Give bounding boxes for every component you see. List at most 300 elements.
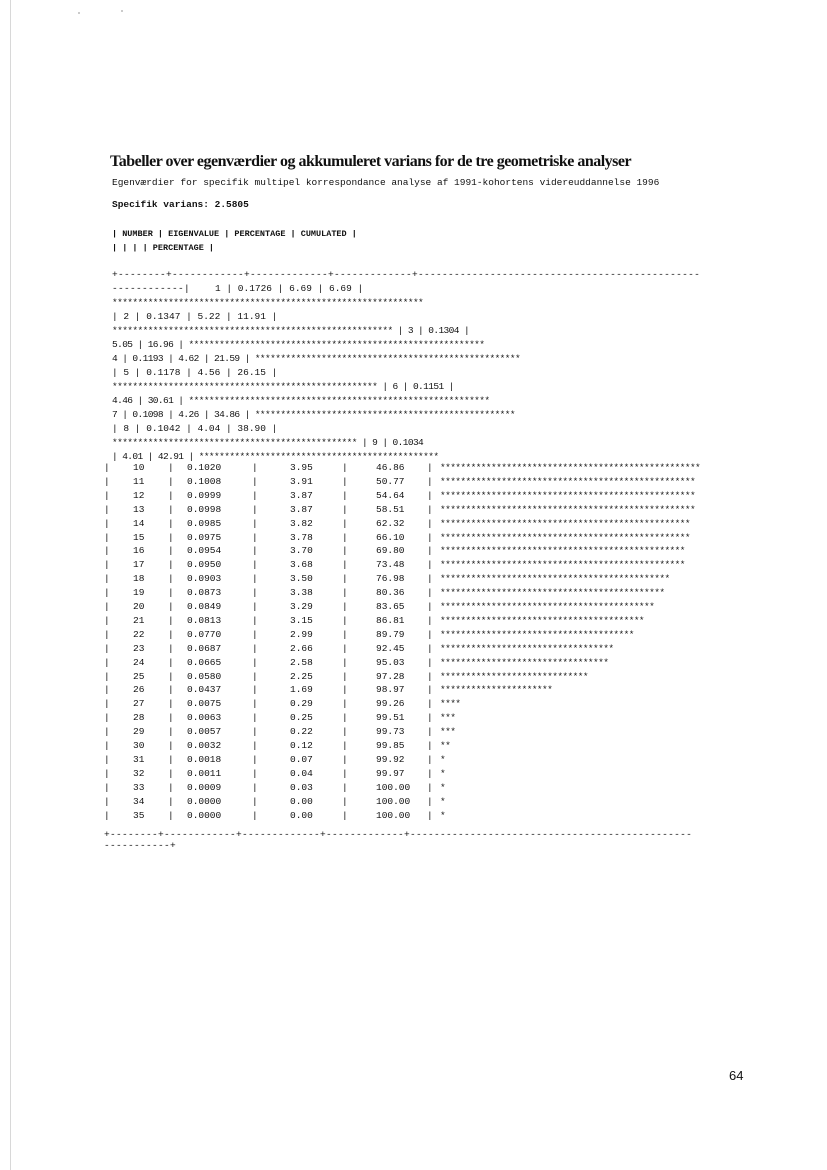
row-cumulated-percentage: 100.00 xyxy=(376,809,411,821)
scan-edge-line xyxy=(10,0,11,1170)
wrapped-line: | 2 | 0.1347 | 5.22 | 11.91 | xyxy=(112,311,278,322)
row-percentage: 0.29 xyxy=(290,698,313,710)
table-rule-bottom-continuation: -----------+ xyxy=(104,840,177,851)
column-separator: | xyxy=(168,781,174,793)
row-eigenvalue: 0.0437 xyxy=(187,684,222,696)
column-separator: | xyxy=(252,684,258,696)
row-eigenvalue: 0.0009 xyxy=(187,781,222,793)
row-cumulated-percentage: 99.85 xyxy=(376,740,405,751)
table-row xyxy=(104,643,754,657)
row-number: 18 xyxy=(133,573,145,585)
row-cumulated-percentage: 97.28 xyxy=(376,670,405,682)
row-cumulated-percentage: 46.86 xyxy=(376,462,405,473)
table-row xyxy=(104,559,754,573)
column-separator: | xyxy=(342,601,348,612)
column-separator: | xyxy=(427,475,433,487)
row-cumulated-percentage: 99.97 xyxy=(376,767,405,779)
column-separator: | xyxy=(252,767,258,779)
row-eigenvalue: 0.0075 xyxy=(187,698,222,710)
row-cumulated-percentage: 73.48 xyxy=(376,559,405,571)
column-separator: | xyxy=(252,503,258,515)
column-separator: | xyxy=(104,475,110,487)
column-separator: | xyxy=(252,587,258,599)
row-eigenvalue: 0.0998 xyxy=(187,503,222,515)
row-number: 27 xyxy=(133,698,145,710)
row-bar-stars: *** xyxy=(440,726,456,738)
column-separator: | xyxy=(168,670,174,682)
column-separator: | xyxy=(342,809,348,821)
row-eigenvalue: 0.0813 xyxy=(187,614,222,626)
column-separator: | xyxy=(104,698,110,710)
row-eigenvalue: 0.0687 xyxy=(187,642,222,654)
table-row xyxy=(104,712,754,726)
table-subtitle: Egenværdier for specifik multipel korrespondance analyse af 1991-kohortens videreuddannelse 1996 xyxy=(112,177,660,188)
table-row xyxy=(104,573,754,587)
row-eigenvalue: 0.0975 xyxy=(187,531,222,543)
row-cumulated-percentage: 98.97 xyxy=(376,684,405,696)
row-eigenvalue: 0.0032 xyxy=(187,740,222,751)
row-number: 20 xyxy=(133,601,145,612)
column-separator: | xyxy=(342,559,348,571)
column-separator: | xyxy=(427,545,433,557)
row-number: 17 xyxy=(133,559,145,571)
row-percentage: 3.29 xyxy=(290,601,313,612)
row-eigenvalue: 0.0063 xyxy=(187,712,222,724)
table-header-line-2: | | | | PERCENTAGE | xyxy=(112,243,215,253)
column-separator: | xyxy=(342,628,348,640)
row-bar-stars: ************************************************* xyxy=(440,531,690,543)
row-eigenvalue: 0.0011 xyxy=(187,767,222,779)
column-separator: | xyxy=(252,573,258,585)
row-number: 16 xyxy=(133,545,145,557)
column-separator: | xyxy=(252,726,258,738)
column-separator: | xyxy=(342,573,348,585)
table-row xyxy=(104,684,754,698)
specific-variance: Specifik varians: 2.5805 xyxy=(112,199,249,210)
column-separator: | xyxy=(168,517,174,529)
row-bar-stars: * xyxy=(440,767,446,779)
column-separator: | xyxy=(427,698,433,710)
column-separator: | xyxy=(342,753,348,765)
row-bar-stars: * xyxy=(440,809,446,821)
row-percentage: 1.69 xyxy=(290,684,313,696)
column-separator: | xyxy=(168,698,174,710)
row-percentage: 3.87 xyxy=(290,503,313,515)
row-percentage: 3.87 xyxy=(290,489,313,501)
table-row xyxy=(104,490,754,504)
column-separator: | xyxy=(252,517,258,529)
row-percentage: 3.68 xyxy=(290,559,313,571)
column-separator: | xyxy=(252,656,258,668)
column-separator: | xyxy=(427,517,433,529)
row-number: 24 xyxy=(133,656,145,668)
column-separator: | xyxy=(342,545,348,557)
row-number: 14 xyxy=(133,517,145,529)
row-bar-stars: *** xyxy=(440,712,456,724)
column-separator: | xyxy=(342,767,348,779)
column-separator: | xyxy=(168,767,174,779)
column-separator: | xyxy=(104,670,110,682)
column-separator: | xyxy=(104,462,110,473)
row-cumulated-percentage: 99.92 xyxy=(376,753,405,765)
column-separator: | xyxy=(252,781,258,793)
column-separator: | xyxy=(427,670,433,682)
column-separator: | xyxy=(342,587,348,599)
column-separator: | xyxy=(168,559,174,571)
row-eigenvalue: 0.0770 xyxy=(187,628,222,640)
row-percentage: 2.58 xyxy=(290,656,313,668)
column-separator: | xyxy=(168,628,174,640)
table-row xyxy=(104,782,754,796)
column-separator: | xyxy=(252,531,258,543)
column-separator: | xyxy=(104,614,110,626)
row-cumulated-percentage: 89.79 xyxy=(376,628,405,640)
column-separator: | xyxy=(427,712,433,724)
row-bar-stars: ********************************** xyxy=(440,642,614,654)
table-row xyxy=(104,587,754,601)
row-number: 23 xyxy=(133,642,145,654)
wrapped-line: **************************************************** | 6 | 0.1151 | xyxy=(112,381,454,392)
row-percentage: 3.15 xyxy=(290,614,313,626)
column-separator: | xyxy=(104,781,110,793)
column-separator: | xyxy=(342,656,348,668)
column-separator: | xyxy=(342,726,348,738)
row-bar-stars: ********************************* xyxy=(440,656,609,668)
row-percentage: 2.25 xyxy=(290,670,313,682)
column-separator: | xyxy=(104,712,110,724)
column-separator: | xyxy=(104,767,110,779)
column-separator: | xyxy=(104,740,110,751)
table-row xyxy=(104,671,754,685)
column-separator: | xyxy=(104,809,110,821)
column-separator: | xyxy=(168,614,174,626)
row-eigenvalue: 0.0985 xyxy=(187,517,222,529)
column-separator: | xyxy=(342,684,348,696)
wrapped-line: | 5 | 0.1178 | 4.56 | 26.15 | xyxy=(112,367,278,378)
row-percentage: 0.25 xyxy=(290,712,313,724)
row-number: 26 xyxy=(133,684,145,696)
row-eigenvalue: 0.0903 xyxy=(187,573,222,585)
row-eigenvalue: 0.0665 xyxy=(187,656,222,668)
row-eigenvalue: 0.0849 xyxy=(187,601,222,612)
row-bar-stars: ** xyxy=(440,740,451,751)
row-percentage: 3.91 xyxy=(290,475,313,487)
row-number: 10 xyxy=(133,462,145,473)
column-separator: | xyxy=(252,698,258,710)
row-number: 12 xyxy=(133,489,145,501)
row-bar-stars: ************************************************** xyxy=(440,489,696,501)
row-percentage: 3.70 xyxy=(290,545,313,557)
column-separator: | xyxy=(168,684,174,696)
row-number: 31 xyxy=(133,753,145,765)
column-separator: | xyxy=(342,698,348,710)
column-separator: | xyxy=(104,489,110,501)
column-separator: | xyxy=(168,531,174,543)
column-separator: | xyxy=(252,614,258,626)
row-number: 35 xyxy=(133,809,145,821)
row-bar-stars: ****************************************** xyxy=(440,601,655,612)
row-bar-stars: *************************************************** xyxy=(440,462,701,473)
wrapped-line: 7 | 0.1098 | 4.26 | 34.86 | *************************************************** xyxy=(112,409,515,420)
column-separator: | xyxy=(104,517,110,529)
row-number: 25 xyxy=(133,670,145,682)
row-bar-stars: ********************** xyxy=(440,684,553,696)
column-separator: | xyxy=(427,573,433,585)
row-eigenvalue: 0.0580 xyxy=(187,670,222,682)
column-separator: | xyxy=(427,740,433,751)
row-percentage: 3.50 xyxy=(290,573,313,585)
wrapped-line: 5.05 | 16.96 | ********************************************************** xyxy=(112,339,485,350)
page-title: Tabeller over egenværdier og akkumuleret varians for de tre geometriske analyser xyxy=(110,153,632,170)
wrapped-line: | 4.01 | 42.91 | *********************************************** xyxy=(112,451,439,462)
scan-speck xyxy=(78,12,80,14)
column-separator: | xyxy=(427,781,433,793)
row-cumulated-percentage: 99.73 xyxy=(376,726,405,738)
column-separator: | xyxy=(168,475,174,487)
column-separator: | xyxy=(342,517,348,529)
column-separator: | xyxy=(342,503,348,515)
column-separator: | xyxy=(252,740,258,751)
table-rule-continuation: ------------| xyxy=(112,283,191,294)
column-separator: | xyxy=(252,489,258,501)
table-row xyxy=(104,698,754,712)
row-percentage: 0.22 xyxy=(290,726,313,738)
column-separator: | xyxy=(252,642,258,654)
wrapped-line: | 8 | 0.1042 | 4.04 | 38.90 | xyxy=(112,423,278,434)
column-separator: | xyxy=(427,642,433,654)
column-separator: | xyxy=(104,628,110,640)
column-separator: | xyxy=(427,614,433,626)
column-separator: | xyxy=(168,489,174,501)
row-bar-stars: ************************************************** xyxy=(440,475,696,487)
row-eigenvalue: 0.0954 xyxy=(187,545,222,557)
column-separator: | xyxy=(342,670,348,682)
row-percentage: 0.00 xyxy=(290,809,313,821)
column-separator: | xyxy=(168,573,174,585)
column-separator: | xyxy=(104,726,110,738)
table-row xyxy=(104,657,754,671)
column-separator: | xyxy=(104,656,110,668)
row-eigenvalue: 0.0950 xyxy=(187,559,222,571)
row-bar-stars: ********************************************* xyxy=(440,573,670,585)
column-separator: | xyxy=(427,587,433,599)
row-number: 13 xyxy=(133,503,145,515)
row-bar-stars: **** xyxy=(440,698,461,710)
column-separator: | xyxy=(427,489,433,501)
column-separator: | xyxy=(342,795,348,807)
row-number: 32 xyxy=(133,767,145,779)
row-percentage: 2.99 xyxy=(290,628,313,640)
column-separator: | xyxy=(168,601,174,612)
column-separator: | xyxy=(252,628,258,640)
column-separator: | xyxy=(342,462,348,473)
column-separator: | xyxy=(104,545,110,557)
column-separator: | xyxy=(168,642,174,654)
row-number: 29 xyxy=(133,726,145,738)
column-separator: | xyxy=(342,781,348,793)
row-eigenvalue: 0.0018 xyxy=(187,753,222,765)
row-number: 34 xyxy=(133,795,145,807)
row-bar-stars: ************************************************ xyxy=(440,545,685,557)
column-separator: | xyxy=(168,712,174,724)
row-cumulated-percentage: 100.00 xyxy=(376,795,411,807)
column-separator: | xyxy=(252,670,258,682)
table-row xyxy=(104,768,754,782)
row-cumulated-percentage: 83.65 xyxy=(376,601,405,612)
row-number: 21 xyxy=(133,614,145,626)
row-cumulated-percentage: 92.45 xyxy=(376,642,405,654)
column-separator: | xyxy=(252,712,258,724)
column-separator: | xyxy=(104,684,110,696)
column-separator: | xyxy=(104,573,110,585)
row-bar-stars: ************************************************ xyxy=(440,559,685,571)
row-number: 11 xyxy=(133,475,145,487)
row-percentage: 0.04 xyxy=(290,767,313,779)
row-number: 19 xyxy=(133,587,145,599)
column-separator: | xyxy=(104,503,110,515)
column-separator: | xyxy=(168,503,174,515)
row-cumulated-percentage: 69.80 xyxy=(376,545,405,557)
row-cumulated-percentage: 95.03 xyxy=(376,656,405,668)
row-eigenvalue: 0.0873 xyxy=(187,587,222,599)
column-separator: | xyxy=(252,809,258,821)
column-separator: | xyxy=(427,559,433,571)
row-bar-stars: ************************************** xyxy=(440,628,634,640)
column-separator: | xyxy=(427,809,433,821)
row-bar-stars: * xyxy=(440,795,446,807)
row-number: 30 xyxy=(133,740,145,751)
row-bar-stars: ************************************************* xyxy=(440,517,690,529)
column-separator: | xyxy=(342,642,348,654)
column-separator: | xyxy=(168,753,174,765)
column-separator: | xyxy=(427,767,433,779)
column-separator: | xyxy=(427,753,433,765)
column-separator: | xyxy=(168,740,174,751)
table-header-line-1: | NUMBER | EIGENVALUE | PERCENTAGE | CUMULATED | xyxy=(112,229,357,239)
row-bar-stars: ***************************** xyxy=(440,670,588,682)
column-separator: | xyxy=(104,559,110,571)
column-separator: | xyxy=(252,462,258,473)
column-separator: | xyxy=(342,712,348,724)
column-separator: | xyxy=(104,531,110,543)
column-separator: | xyxy=(427,503,433,515)
wrapped-line: ******************************************************* | 3 | 0.1304 | xyxy=(112,325,470,336)
column-separator: | xyxy=(427,628,433,640)
column-separator: | xyxy=(342,614,348,626)
row-percentage: 3.82 xyxy=(290,517,313,529)
table-row xyxy=(104,476,754,490)
column-separator: | xyxy=(427,684,433,696)
row-eigenvalue: 0.0999 xyxy=(187,489,222,501)
column-separator: | xyxy=(104,601,110,612)
column-separator: | xyxy=(104,795,110,807)
row-cumulated-percentage: 66.10 xyxy=(376,531,405,543)
row-cumulated-percentage: 99.26 xyxy=(376,698,405,710)
wrapped-line: ************************************************ | 9 | 0.1034 xyxy=(112,437,424,448)
row-cumulated-percentage: 100.00 xyxy=(376,781,411,793)
column-separator: | xyxy=(104,642,110,654)
column-separator: | xyxy=(168,462,174,473)
column-separator: | xyxy=(168,726,174,738)
column-separator: | xyxy=(252,601,258,612)
row-cumulated-percentage: 99.51 xyxy=(376,712,405,724)
table-row xyxy=(104,796,754,810)
table-row xyxy=(104,532,754,546)
column-separator: | xyxy=(252,753,258,765)
row-eigenvalue: 0.0000 xyxy=(187,795,222,807)
column-separator: | xyxy=(427,656,433,668)
row-bar-stars: * xyxy=(440,753,446,765)
table-row xyxy=(104,740,754,754)
row-eigenvalue: 0.1008 xyxy=(187,475,222,487)
wrapped-line: 1 | 0.1726 | 6.69 | 6.69 | xyxy=(215,283,364,294)
row-cumulated-percentage: 76.98 xyxy=(376,573,405,585)
row-cumulated-percentage: 80.36 xyxy=(376,587,405,599)
row-number: 22 xyxy=(133,628,145,640)
column-separator: | xyxy=(427,462,433,473)
table-row xyxy=(104,545,754,559)
column-separator: | xyxy=(427,531,433,543)
column-separator: | xyxy=(104,753,110,765)
table-row xyxy=(104,601,754,615)
table-row xyxy=(104,504,754,518)
row-percentage: 0.07 xyxy=(290,753,313,765)
table-row xyxy=(104,462,754,476)
wrapped-line: 4 | 0.1193 | 4.62 | 21.59 | **************************************************** xyxy=(112,353,521,364)
column-separator: | xyxy=(252,545,258,557)
row-eigenvalue: 0.0000 xyxy=(187,809,222,821)
column-separator: | xyxy=(427,795,433,807)
column-separator: | xyxy=(252,559,258,571)
row-number: 28 xyxy=(133,712,145,724)
row-cumulated-percentage: 58.51 xyxy=(376,503,405,515)
row-percentage: 3.38 xyxy=(290,587,313,599)
column-separator: | xyxy=(168,545,174,557)
table-row xyxy=(104,629,754,643)
row-eigenvalue: 0.0057 xyxy=(187,726,222,738)
column-separator: | xyxy=(168,809,174,821)
wrapped-line: 4.46 | 30.61 | *********************************************************** xyxy=(112,395,490,406)
wrapped-line: ************************************************************* xyxy=(112,297,424,308)
table-row xyxy=(104,754,754,768)
row-bar-stars: **************************************** xyxy=(440,614,645,626)
column-separator: | xyxy=(252,475,258,487)
column-separator: | xyxy=(168,795,174,807)
table-rule-top: +--------+------------+-------------+-------------+----------------------------------------------- xyxy=(112,269,701,280)
row-percentage: 2.66 xyxy=(290,642,313,654)
column-separator: | xyxy=(427,601,433,612)
row-cumulated-percentage: 86.81 xyxy=(376,614,405,626)
table-rule-bottom: +--------+------------+-------------+-------------+----------------------------------------------- xyxy=(104,829,693,840)
column-separator: | xyxy=(427,726,433,738)
table-row xyxy=(104,810,754,824)
table-row xyxy=(104,615,754,629)
page-number: 64 xyxy=(729,1068,744,1083)
table-row xyxy=(104,726,754,740)
column-separator: | xyxy=(342,475,348,487)
row-percentage: 3.78 xyxy=(290,531,313,543)
row-cumulated-percentage: 54.64 xyxy=(376,489,405,501)
row-number: 15 xyxy=(133,531,145,543)
column-separator: | xyxy=(342,489,348,501)
row-bar-stars: ************************************************** xyxy=(440,503,696,515)
row-bar-stars: * xyxy=(440,781,446,793)
row-percentage: 0.03 xyxy=(290,781,313,793)
column-separator: | xyxy=(104,587,110,599)
row-bar-stars: ******************************************** xyxy=(440,587,665,599)
column-separator: | xyxy=(252,795,258,807)
table-row xyxy=(104,518,754,532)
